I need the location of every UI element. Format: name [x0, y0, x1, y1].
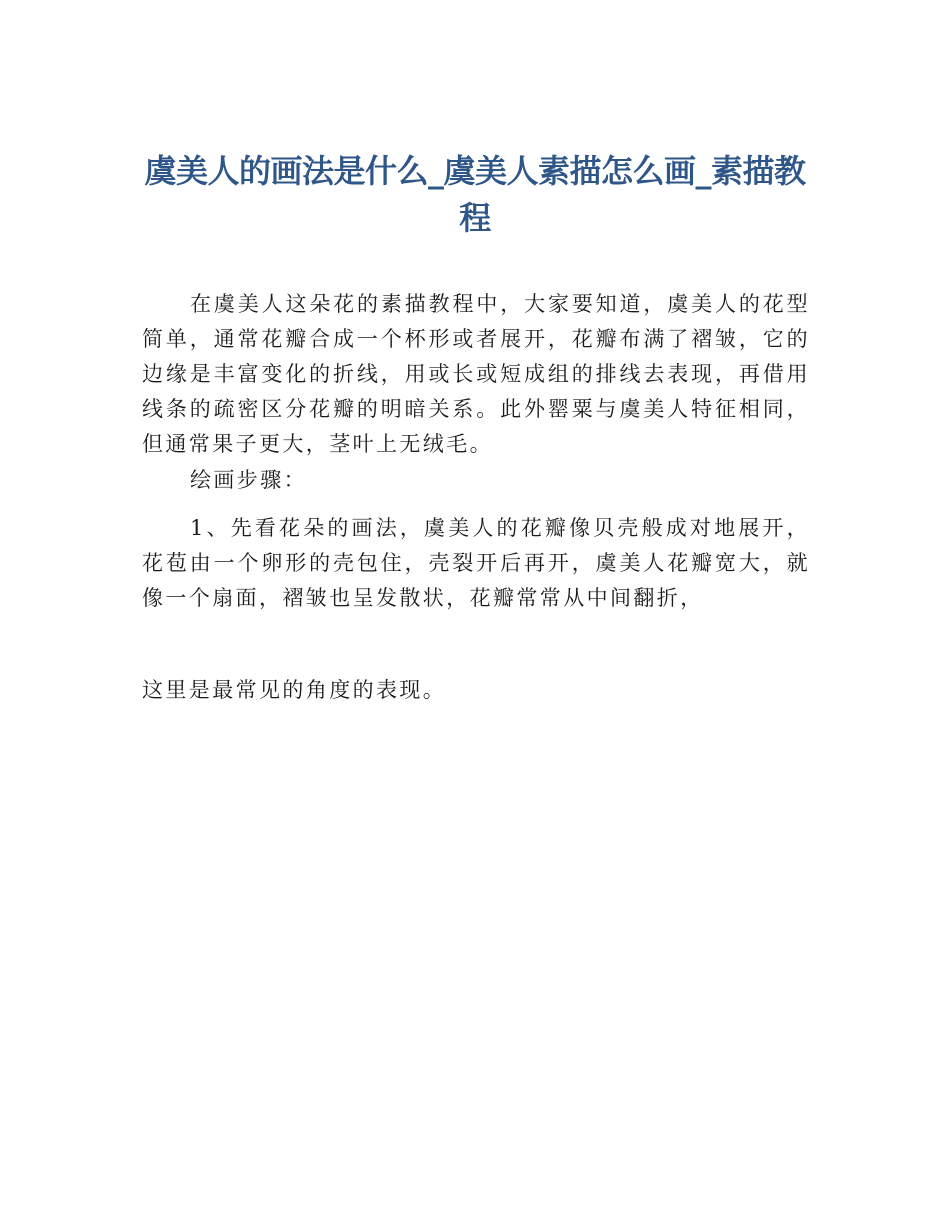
- intro-paragraph: 在虞美人这朵花的素描教程中，大家要知道，虞美人的花型简单，通常花瓣合成一个杯形或者展开，花瓣布满了褶皱，它的边缘是丰富变化的折线，用或长或短成组的排线去表现，再借用线条的疏密区分花瓣的明暗关系。此外罂粟与虞美人特征相同，但通常果子更大，茎叶上无绒毛。: [142, 292, 810, 456]
- closing-paragraph: 这里是最常见的角度的表现。: [142, 678, 447, 702]
- document-title: 虞美人的画法是什么_虞美人素描怎么画_素描教程: [144, 152, 806, 237]
- steps-heading: 绘画步骤：: [190, 468, 307, 492]
- step-1-paragraph: 1、先看花朵的画法，虞美人的花瓣像贝壳般成对地展开，花苞由一个卵形的壳包住，壳裂开后再开，虞美人花瓣宽大，就像一个扇面，褶皱也呈发散状，花瓣常常从中间翻折，: [142, 516, 810, 610]
